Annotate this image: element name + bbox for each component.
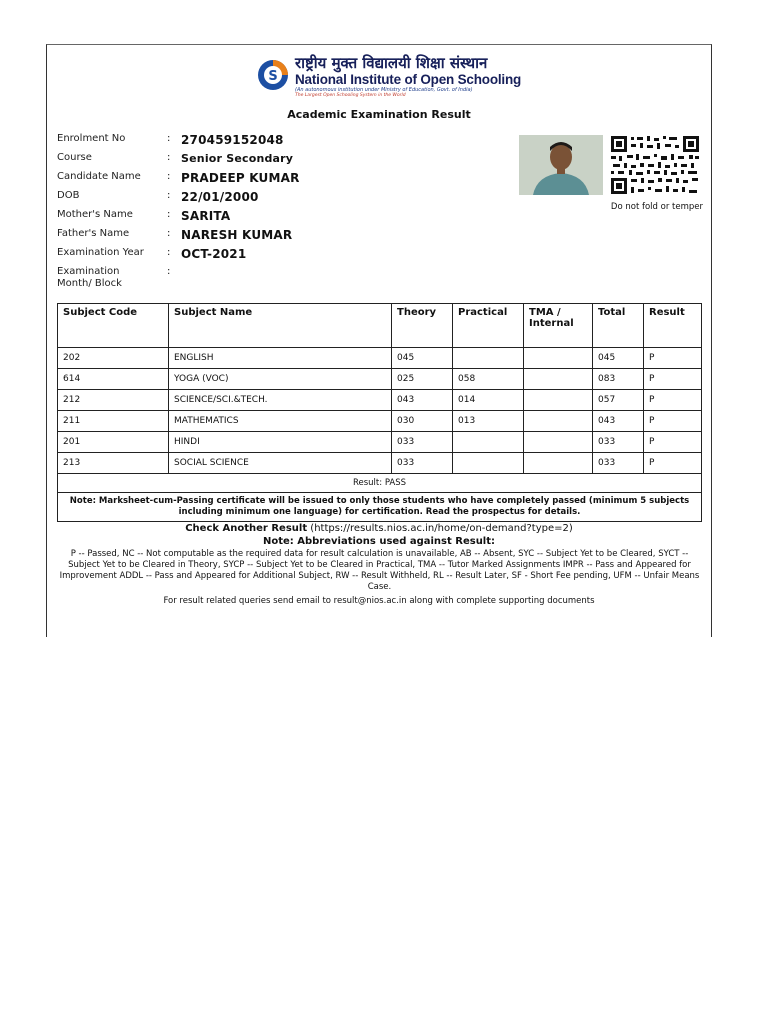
result-document: S राष्ट्रीय मुक्त विद्यालयी शिक्षा संस्थान National Institute of Open Schooling (An autonomous institution under Ministry of Education, Govt. of India) The Largest Open Schooling System in the World Academic Examination Result Enrolment No : 270459152048 Course : Senior Secondary Candidate Name : PRADEEP KUMAR DOB : 22/01/2000 Mother's Name : SARITA Father's Name : NARESH KUMAR Examination Year : OCT-2021 Examination Month/ Block : Do not fold or temper Subject Code Subject Name Theory Practical TMA / Internal Total Result 202 ENGLISH 045 045 P 614 YOGA (VOC) 025 058 083 P 212 SCIENCE/SCI.&TECH. 043 014 057 P 211 MATHEMATICS 030 013 043 P 201 HINDI 033 033 P 213 SOCIAL SCIENCE 033 033 P Result: PASS Note: Marksheet-cum-Passing certificate will be issued to only those students who have completely passed (minimum 5 subjects including minimum one language) for certification. Read the prospectus for details. Check Another Result (https://results.nios.ac.in/home/on-demand?type=2) Note: Abbreviations used against Result: P -- Passed, NC -- Not computable as the required data for result calculation is unavailable, AB -- Absent, SYC -- Subject Yet to be Cleared, SYCT -- Subject Yet to be Cleared in Theory, SYCP -- Subject Yet to be Cleared in Practical, TMA -- Tutor Marked Assignments IMPR -- Pass and Appeared for Improvement ADDL -- Pass and Appeared for Additional Subject, RW -- Result Withheld, RL -- Result Later, SF - Short Fee pending, UFM -- Unfair Means Case. For result related queries send email to result@nios.ac.in along with complete supporting documents	[46, 44, 712, 637]
check-another-result[interactable]: Check Another Result (https://results.nios.ac.in/home/on-demand?type=2)	[185, 523, 573, 534]
table-row: 201 HINDI 033 033 P	[58, 432, 702, 453]
abbreviations-heading: Note: Abbreviations used against Result:	[262, 536, 496, 547]
institute-tagline: The Largest Open Schooling System in the World	[295, 93, 406, 98]
institute-hindi-name: राष्ट्रीय मुक्त विद्यालयी शिक्षा संस्थान	[295, 54, 488, 72]
exam-year-value: OCT-2021	[181, 247, 247, 261]
course-value: Senior Secondary	[181, 152, 294, 165]
check-result-link[interactable]: (https://results.nios.ac.in/home/on-demand?type=2)	[310, 523, 573, 534]
enrolment-value: 270459152048	[181, 133, 284, 147]
col-tma: TMA / Internal	[524, 304, 593, 348]
qr-code-icon	[609, 134, 701, 196]
abbreviations-text: P -- Passed, NC -- Not computable as the required data for result calculation is unavailable, AB -- Absent, SYC -- Subject Yet to be Cleared, SYCT -- Subject Yet to be Cleared in Theory, SYCP -- Subject Yet to be Cleared in Practical, TMA -- Tutor Marked Assignments IMPR -- Pass and Appeared for Improvement ADDL -- Pass and Appeared for Additional Subject, RW -- Result Withheld, RL -- Result Later, SF - Short Fee pending, UFM -- Unfair Means Case.	[59, 549, 700, 592]
col-result: Result	[644, 304, 702, 348]
table-row: 202 ENGLISH 045 045 P	[58, 348, 702, 369]
certificate-note: Note: Marksheet-cum-Passing certificate will be issued to only those students who have completely passed (minimum 5 subjects including minimum one language) for certification. Read the prospectus for details.	[58, 493, 702, 522]
institute-header	[255, 54, 555, 98]
institute-english-name: National Institute of Open Schooling	[295, 72, 522, 87]
col-subject-name: Subject Name	[169, 304, 392, 348]
result-table	[57, 303, 702, 522]
result-summary-row	[58, 474, 702, 493]
col-subject-code: Subject Code	[58, 304, 169, 348]
father-name-value: NARESH KUMAR	[181, 228, 293, 242]
col-theory: Theory	[392, 304, 453, 348]
query-contact-note: For result related queries send email to result@nios.ac.in along with complete supporting documents	[163, 596, 595, 606]
institute-subline: (An autonomous institution under Ministry of Education, Govt. of India)	[295, 87, 473, 93]
svg-text:S: S	[268, 69, 278, 84]
table-row: 212 SCIENCE/SCI.&TECH. 043 014 057 P	[58, 390, 702, 411]
col-practical: Practical	[453, 304, 524, 348]
table-header-row	[58, 304, 702, 348]
certificate-note-row	[58, 493, 702, 522]
no-fold-notice: Do not fold or temper	[610, 202, 703, 212]
table-row: 213 SOCIAL SCIENCE 033 033 P	[58, 453, 702, 474]
candidate-name-value: PRADEEP KUMAR	[181, 171, 300, 185]
table-row: 614 YOGA (VOC) 025 058 083 P	[58, 369, 702, 390]
mother-name-value: SARITA	[181, 209, 231, 223]
dob-value: 22/01/2000	[181, 190, 259, 204]
table-row: 211 MATHEMATICS 030 013 043 P	[58, 411, 702, 432]
page-title: Academic Examination Result	[287, 108, 471, 121]
result-summary: Result: PASS	[58, 474, 702, 493]
col-total: Total	[593, 304, 644, 348]
nios-logo-icon	[255, 57, 291, 93]
candidate-photo	[519, 135, 603, 195]
